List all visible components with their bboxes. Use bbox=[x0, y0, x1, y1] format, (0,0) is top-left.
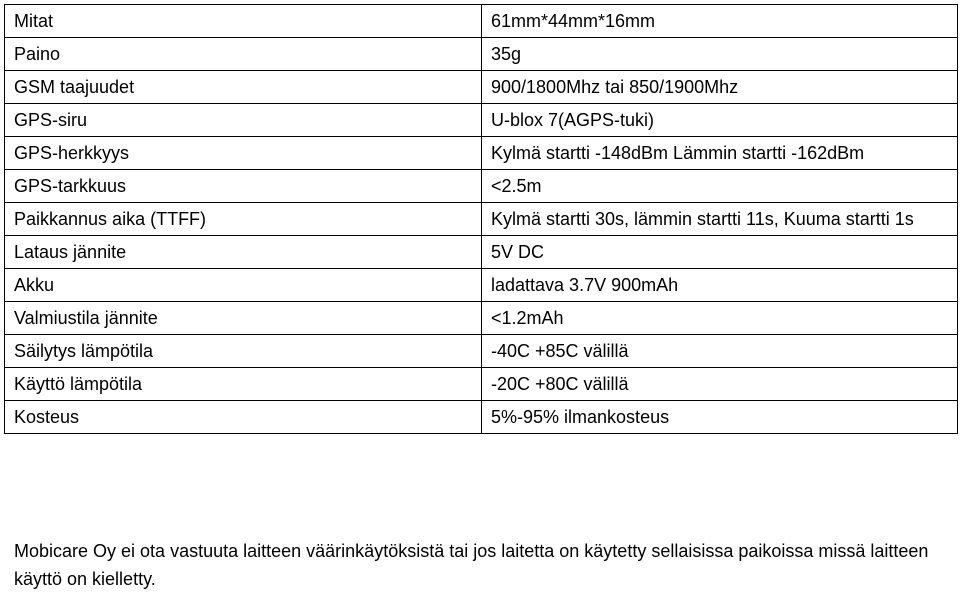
spec-label: Lataus jännite bbox=[5, 236, 482, 269]
table-row bbox=[5, 71, 958, 104]
table-row bbox=[5, 236, 958, 269]
spec-value: 900/1800Mhz tai 850/1900Mhz bbox=[482, 71, 958, 104]
spec-label: GPS-tarkkuus bbox=[5, 170, 482, 203]
specifications-table bbox=[4, 4, 958, 434]
spec-value: U-blox 7(AGPS-tuki) bbox=[482, 104, 958, 137]
table-row bbox=[5, 335, 958, 368]
spec-label: GPS-herkkyys bbox=[5, 137, 482, 170]
spec-value: <1.2mAh bbox=[482, 302, 958, 335]
table-row bbox=[5, 203, 958, 236]
table-row bbox=[5, 368, 958, 401]
spec-value: 61mm*44mm*16mm bbox=[482, 5, 958, 38]
spec-value: Kylmä startti -148dBm Lämmin startti -162dBm bbox=[482, 137, 958, 170]
table-row bbox=[5, 38, 958, 71]
spec-label: GSM taajuudet bbox=[5, 71, 482, 104]
table-row bbox=[5, 104, 958, 137]
table-row bbox=[5, 269, 958, 302]
spec-value: 35g bbox=[482, 38, 958, 71]
spec-label: Valmiustila jännite bbox=[5, 302, 482, 335]
spec-value: 5%-95% ilmankosteus bbox=[482, 401, 958, 434]
spec-label: Kosteus bbox=[5, 401, 482, 434]
spec-value: 5V DC bbox=[482, 236, 958, 269]
disclaimer-text: Mobicare Oy ei ota vastuuta laitteen väärinkäytöksistä tai jos laitetta on käytetty sellaisissa paikoissa missä laitteen käyttö on kielletty. bbox=[14, 541, 929, 589]
spec-value: Kylmä startti 30s, lämmin startti 11s, Kuuma startti 1s bbox=[482, 203, 958, 236]
spec-label: Paino bbox=[5, 38, 482, 71]
spec-label: Paikkannus aika (TTFF) bbox=[5, 203, 482, 236]
table-row bbox=[5, 302, 958, 335]
spec-label: GPS-siru bbox=[5, 104, 482, 137]
spec-value: ladattava 3.7V 900mAh bbox=[482, 269, 958, 302]
spec-label: Käyttö lämpötila bbox=[5, 368, 482, 401]
spec-label: Mitat bbox=[5, 5, 482, 38]
table-row bbox=[5, 170, 958, 203]
spec-value: -20C +80C välillä bbox=[482, 368, 958, 401]
spec-value: -40C +85C välillä bbox=[482, 335, 958, 368]
table-row bbox=[5, 137, 958, 170]
table-row bbox=[5, 5, 958, 38]
table-row bbox=[5, 401, 958, 434]
spec-label: Akku bbox=[5, 269, 482, 302]
spec-value: <2.5m bbox=[482, 170, 958, 203]
spec-label: Säilytys lämpötila bbox=[5, 335, 482, 368]
